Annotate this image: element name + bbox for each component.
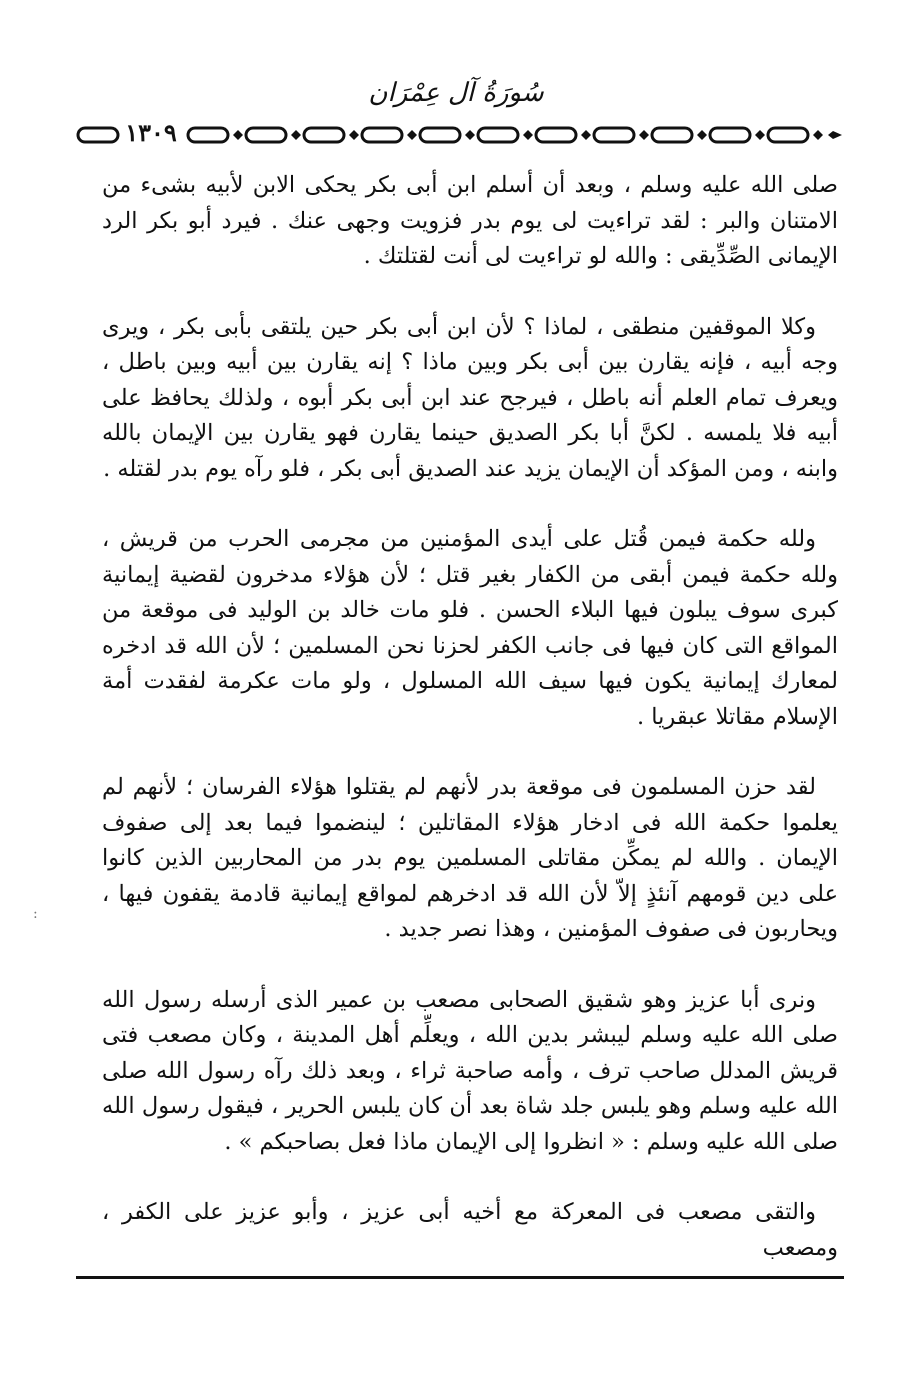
paragraph: صلى الله عليه وسلم ، وبعد أن أسلم ابن أبى بكر يحكى الابن لأبيه بشىء من الامتنان والبر : لقد تراءيت لى يوم بدر فزويت وجهى عنك . فيرد أبو بكر الرد الإيمانى الصِّدِّيقى : والله لو تراءيت لى أنت لقتلتك . (102, 172, 838, 269)
body-text (102, 168, 838, 1266)
margin-mark: : (33, 906, 38, 922)
footer-rule (76, 1276, 844, 1279)
ornamental-header-rule (76, 120, 844, 150)
paragraph: لقد حزن المسلمون فى موقعة بدر لأنهم لم يقتلوا هؤلاء الفرسان ؛ لأنهم لم يعلموا حكمة الله فى ادخار هؤلاء المقاتلين ؛ لينضموا فيما بعد إلى صفوف الإيمان . والله لم يمكِّن مقاتلى المسلمين يوم بدر من المحاربين الذين كانوا على دين قومهم آنئذٍ إلاّ لأن الله قد ادخرهم لمواقع إيمانية قادمة يقفون فيها ، ويحاربون فى صفوف المؤمنين ، وهذا نصر جديد . (102, 774, 838, 942)
paragraph: وكلا الموقفين منطقى ، لماذا ؟ لأن ابن أبى بكر حين يلتقى بأبى بكر ، ويرى وجه أبيه ، فإنه يقارن بين أبى بكر وبين ماذا ؟ إنه يقارن بين أبيه وبين باطل ، ويعرف تمام العلم أنه باطل ، فيرجح عند ابن أبى بكر أبوه ، ولذلك يحافظ على أبيه فلا يلمسه . لكنَّ أبا بكر الصديق حينما يقارن فهو يقارن بين الإيمان بالله وابنه ، ومن المؤكد أن الإيمان يزيد عند الصديق أبى بكر ، فلو رآه يوم بدر لقتله . (102, 313, 838, 482)
ornament-chain-icon (76, 120, 844, 150)
paragraph: ولله حكمة فيمن قُتل على أيدى المؤمنين من مجرمى الحرب من قريش ، ولله حكمة فيمن أبقى من الكفار بغير قتل ؛ لأن هؤلاء مدخرون لقضية إيمانية كبرى سوف يبلون فيها البلاء الحسن . فلو مات خالد بن الوليد فى موقعة من المواقع التى كان فيها فى جانب الكفر لحزنا نحن المسلمين ؛ لأن الله قد ادخره لمعارك إيمانية يكون فيها سيف الله المسلول ، ولو مات عكرمة لفقدت أمة الإسلام مقاتلا عبقريا . (102, 526, 838, 730)
surah-title: سُورَةُ آل عِمْرَان (368, 78, 544, 108)
paragraph: والتقى مصعب فى المعركة مع أخيه أبى عزيز ، وأبو عزيز على الكفر ، ومصعب (102, 1199, 838, 1261)
page-number: ١٣٠٩ (120, 116, 182, 150)
paragraph: ونرى أبا عزيز وهو شقيق الصحابى مصعب بن عمير الذى أرسله رسول الله صلى الله عليه وسلم ليبشر بدين الله ، ويعلِّم أهل المدينة ، وكان مصعب فتى قريش المدلل صاحب ترف ، وأمه صاحبة ثراء ، وبعد ذلك رآه رسول الله صلى الله عليه وسلم وهو يلبس جلد شاة بعد أن كان يلبس الحرير ، فيقول رسول الله صلى الله عليه وسلم : « انظروا إلى الإيمان ماذا فعل بصاحبكم » . (102, 986, 838, 1155)
